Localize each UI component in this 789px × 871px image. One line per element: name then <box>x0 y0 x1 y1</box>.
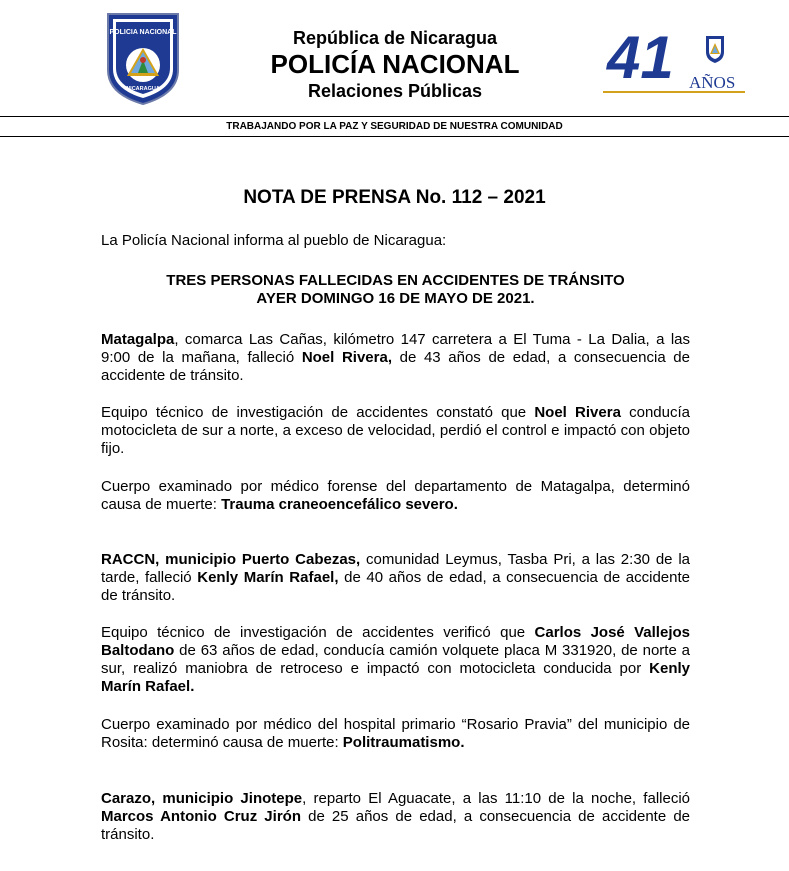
text: conducía motocicleta de sur a norte, a exceso de velocidad, perdió el control e impactó con objeto fijo. <box>101 404 690 457</box>
header-country: República de Nicaragua <box>292 28 498 48</box>
driver-name: Noel Rivera <box>534 404 621 421</box>
text: Cuerpo examinado por médico forense del departamento de Matagalpa, determinó causa de muerte: <box>101 478 690 513</box>
header-divider-bottom <box>0 136 789 137</box>
text: Equipo técnico de investigación de accidentes constató que <box>101 404 535 421</box>
victim-name: Noel Rivera, <box>301 349 392 366</box>
case2-paragraph-3 <box>101 716 690 752</box>
shield-bottom-text: NICARAGUA <box>126 86 160 92</box>
victim-name: Kenly Marín Rafael, <box>197 569 339 586</box>
victim-name: Kenly Marín Rafael. <box>101 660 690 695</box>
case1-paragraph-3 <box>101 478 690 514</box>
header-divider-top <box>0 116 789 117</box>
intro-line: La Policía Nacional informa al pueblo de Nicaragua: <box>101 232 447 249</box>
headline <box>101 272 690 308</box>
anniversary-number: 41 <box>607 28 674 91</box>
case1-paragraph-1 <box>101 331 690 385</box>
text: comunidad Leymus, Tasba Pri, a las 2:30 de la tarde, falleció <box>101 551 691 586</box>
text: , reparto El Aguacate, a las 11:10 de la noche, falleció <box>302 790 691 807</box>
text: de 25 años de edad, a consecuencia de accidente de tránsito. <box>101 808 690 843</box>
text: de 40 años de edad, a consecuencia de accidente de tránsito. <box>101 569 690 604</box>
header-institution: POLICÍA NACIONAL <box>270 49 520 79</box>
headline-line-1: TRES PERSONAS FALLECIDAS EN ACCIDENTES DE TRÁNSITO <box>166 272 625 289</box>
cause-of-death: Politraumatismo. <box>342 734 465 751</box>
anniversary-text: AÑOS <box>689 73 736 92</box>
policia-nacional-shield-logo <box>104 10 182 106</box>
location: RACCN, municipio Puerto Cabezas, <box>101 551 361 568</box>
press-release-title: NOTA DE PRENSA No. 112 – 2021 <box>243 187 546 208</box>
text: Equipo técnico de investigación de accidentes verificó que <box>101 624 535 641</box>
motto: TRABAJANDO POR LA PAZ Y SEGURIDAD DE NUESTRA COMUNIDAD <box>226 121 563 132</box>
driver-name: Carlos José Vallejos Baltodano <box>101 624 690 659</box>
header-department: Relaciones Públicas <box>307 81 483 101</box>
case2-paragraph-2 <box>101 624 690 696</box>
location: Matagalpa <box>101 331 175 348</box>
location: Carazo, municipio Jinotepe <box>101 790 303 807</box>
text: Cuerpo examinado por médico del hospital primario “Rosario Pravia” del municipio de Rosita: determinó causa de muerte: <box>101 716 690 751</box>
41-anos-anniversary-logo <box>603 28 745 96</box>
headline-line-2: AYER DOMINGO 16 DE MAYO DE 2021. <box>256 290 535 307</box>
text: de 43 años de edad, a consecuencia de accidente de tránsito. <box>101 349 690 384</box>
shield-top-text: POLICIA NACIONAL <box>109 29 177 36</box>
victim-name: Marcos Antonio Cruz Jirón <box>101 808 301 825</box>
case2-paragraph-1 <box>101 551 690 605</box>
case1-paragraph-2 <box>101 404 690 458</box>
text: de 63 años de edad, conducía camión volquete placa M 331920, de norte a sur, realizó maniobra de retroceso e impactó con motocicleta conducida por <box>101 642 690 677</box>
cause-of-death: Trauma craneoencefálico severo. <box>221 496 458 513</box>
case3-paragraph-1 <box>101 790 690 844</box>
text: , comarca Las Cañas, kilómetro 147 carretera a El Tuma - La Dalia, a las 9:00 de la mañana, falleció <box>101 331 690 366</box>
